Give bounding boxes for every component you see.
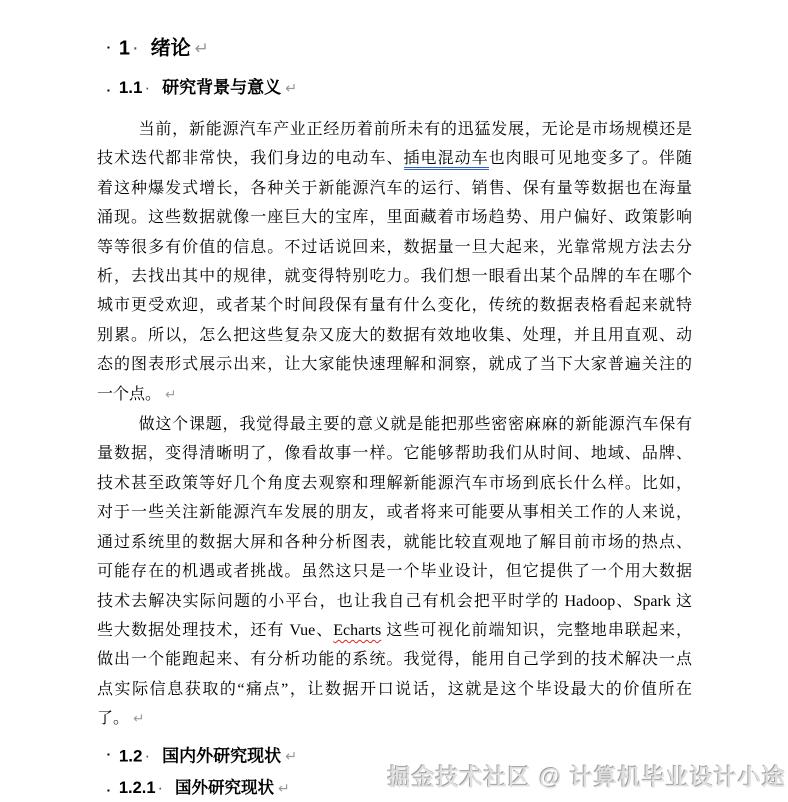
paragraph-mark: ↵ — [278, 780, 290, 797]
text-run: 了。 — [97, 710, 130, 728]
text-line — [97, 469, 692, 498]
text-line — [97, 528, 692, 557]
paragraph-mark: ↵ — [194, 39, 209, 60]
text-line — [97, 321, 692, 350]
text-line — [97, 439, 692, 468]
text-run: 当前，新能源汽车产业正经历着前所未有的迅猛发展，无论是市场规模还是 — [138, 121, 692, 138]
text-run: 些大数据处理技术，还有 Vue、 — [97, 621, 334, 639]
text-line — [97, 645, 692, 674]
heading-text: 绪论 — [150, 37, 191, 60]
text-run: 技术去解决实际问题的小平台，也让我自己有机会把平时学的 Hadoop、Spark 这 — [97, 592, 692, 610]
text-run: 涌现。这些数据就像一座巨大的宝库，里面藏着市场趋势、用户偏好、政策影响 — [97, 209, 692, 227]
paragraph-research-background-1 — [97, 115, 692, 410]
heading-text: 国内外研究现状 — [162, 745, 282, 765]
text-run: 等等很多有价值的信息。不过话说回来，数据量一旦大起来，光靠常规方法去分 — [97, 238, 692, 256]
text-line — [97, 233, 692, 262]
text-line — [97, 115, 692, 144]
text-line — [97, 262, 692, 291]
space-mark: · — [131, 37, 139, 60]
text-run: 这些可视化前端知识，完整地串联起来， — [381, 621, 692, 639]
space-mark: · — [144, 78, 151, 98]
text-run: 可能存在的机遇或者挑战。虽然这只是一个毕业设计，但它提供了一个用大数据 — [97, 563, 692, 581]
space-mark: · — [157, 778, 164, 797]
watermark-text: 掘金技术社区 @ 计算机毕业设计小途 — [387, 764, 786, 790]
text-run: 也肉眼可见地变多了。伴随 — [488, 150, 692, 168]
text-line — [97, 174, 692, 203]
text-line — [97, 410, 692, 439]
text-line — [97, 203, 692, 232]
format-square-icon: ▪ — [107, 785, 110, 795]
heading-number: 1.1 — [118, 78, 143, 98]
text-run: 对于一些关注新能源汽车发展的朋友，或者将来可能要从事相关工作的人来说， — [97, 504, 692, 522]
text-run: 城市更受欢迎，或者某个时间段保有量有什么变化，传统的数据表格看起来就特 — [97, 297, 692, 315]
heading-text: 研究背景与意义 — [162, 78, 282, 98]
grammar-check-underlined-text: 插电混动车 — [404, 150, 489, 170]
text-line — [97, 291, 692, 320]
text-line — [97, 704, 692, 734]
text-run: 着这种爆发式增长，各种关于新能源汽车的运行、销售、保有量等数据也在海量 — [97, 179, 692, 197]
text-line — [97, 675, 692, 704]
paragraph-mark: ↵ — [165, 386, 177, 403]
text-run: 点实际信息获取的“痛点”，让数据开口说话，这就是这个毕设最大的价值所在 — [97, 680, 692, 698]
text-run: 别累。所以，怎么把这些复杂又庞大的数据有效地收集、处理，并且用直观、动 — [97, 326, 692, 344]
heading-section-1-1 — [97, 77, 692, 102]
space-mark: · — [144, 745, 151, 765]
format-square-icon: ▪ — [107, 749, 110, 759]
heading-number: 1.2.1 — [118, 778, 156, 797]
heading-chapter-1 — [97, 36, 692, 61]
text-line — [97, 557, 692, 586]
text-line — [97, 498, 692, 527]
text-line — [97, 350, 692, 379]
spellcheck-underlined-text: Echarts — [333, 621, 382, 639]
heading-number: 1.2 — [118, 745, 143, 765]
text-run: 一个点。 — [97, 385, 162, 403]
text-run: 做出一个能跑起来、有分析功能的系统。我觉得，能用自己学到的技术解决一点 — [97, 651, 692, 669]
text-run: 析，去找出其中的规律，就变得特别吃力。我们想一眼看出某个品牌的车在哪个 — [97, 268, 692, 286]
heading-text: 国外研究现状 — [175, 778, 275, 797]
text-run: 通过系统里的数据大屏和各种分析图表，就能比较直观地了解目前市场的热点、 — [97, 533, 692, 551]
text-line — [97, 587, 692, 616]
paragraph-mark: ↵ — [285, 81, 298, 98]
paragraph-mark: ↵ — [133, 711, 145, 728]
text-run: 量数据，变得清晰明了，像看故事一样。它能够帮助我们从时间、地域、品牌、 — [97, 445, 692, 463]
text-run: 技术迭代都非常快，我们身边的电动车、 — [97, 150, 404, 168]
text-line — [97, 144, 692, 173]
text-run: 态的图表形式展示出来，让大家能快速理解和洞察，就成了当下大家普遍关注的 — [97, 356, 692, 374]
paragraph-research-background-2 — [97, 410, 692, 734]
text-run: 做这个课题，我觉得最主要的意义就是能把那些密密麻麻的新能源汽车保有 — [138, 416, 692, 434]
heading-number: 1 — [118, 37, 130, 60]
text-run: 技术甚至政策等好几个角度去观察和理解新能源汽车市场到底长什么样。比如， — [97, 474, 692, 492]
format-square-icon: ▪ — [107, 86, 110, 95]
format-square-icon: ▪ — [107, 43, 110, 52]
text-line — [97, 380, 692, 410]
paragraph-mark: ↵ — [285, 748, 298, 765]
text-line — [97, 616, 692, 645]
